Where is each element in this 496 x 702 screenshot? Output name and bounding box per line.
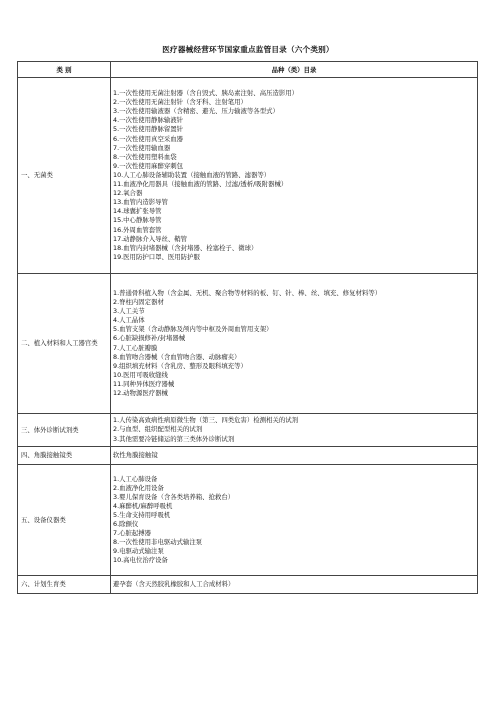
list-item: 13.血管内造影导管 [113, 198, 168, 207]
list-item: 11.同种异体医疗器械 [113, 379, 175, 388]
items-cell [111, 465, 478, 576]
header-category: 类 别 [18, 62, 111, 78]
category-cell: 一、无菌类 [18, 78, 111, 274]
items-cell [111, 414, 478, 447]
list-item: 2.脊柱内固定器材 [113, 298, 164, 307]
list-item: 2.与血型、组织配型相关的试剂 [113, 425, 203, 434]
list-item: 10.人工心肺设备辅助装置（接触血液的管路、滤器等） [113, 170, 271, 179]
list-item: 8.一次性使用非电驱动式输注泵 [113, 538, 203, 547]
list-item: 17.动静脉介入导丝、鞘管 [113, 234, 188, 243]
list-item: 1.人传染高致病性病原微生物（第三、四类危害）检测相关的试剂 [113, 416, 299, 425]
table-row [18, 78, 478, 274]
list-item: 7.一次性使用输血器 [113, 143, 171, 152]
items-cell [111, 78, 478, 274]
category-cell: 三、体外诊断试剂类 [18, 414, 111, 447]
list-item: 9.组织填充材料（含乳房、整形及眼科填充等） [113, 361, 247, 370]
list-item: 9.电驱动式输注泵 [113, 547, 164, 556]
items-cell: 避孕套（含天然胶乳橡胶和人工合成材料） [111, 576, 478, 594]
list-item: 10.高电位治疗设备 [113, 556, 168, 565]
list-item: 6.除颤仪 [113, 520, 139, 528]
table-row [18, 576, 478, 594]
list-item: 9.一次性使用麻醉穿刺包 [113, 161, 184, 170]
table-header-row [18, 62, 478, 78]
list-item: 6.心脏缺损修补/封堵器械 [113, 334, 186, 343]
list-item: 3.婴儿保育设备（含各类培养箱、抢救台） [113, 492, 235, 501]
list-item: 1.一次性使用无菌注射器（含自毁式、胰岛素注射、高压造影用） [113, 89, 299, 98]
category-cell: 二、植入材料和人工器官类 [18, 274, 111, 414]
header-items: 品种（类）目录 [111, 62, 478, 78]
list-item: 5.一次性使用静脉留置针 [113, 125, 184, 134]
list-item: 5.生命支持用呼吸机 [113, 510, 171, 519]
category-cell: 五、设备仪器类 [18, 465, 111, 576]
list-item: 4.人工晶体 [113, 316, 145, 325]
table-row [18, 447, 478, 465]
list-item: 2.血液净化用设备 [113, 483, 164, 492]
list-item: 12.动物源医疗器械 [113, 388, 168, 397]
list-item: 4.麻醉机/麻醉呼吸机 [113, 501, 173, 510]
list-item: 4.一次性使用静脉输液针 [113, 116, 184, 125]
list-item: 16.外周血管套管 [113, 225, 162, 234]
category-cell: 六、计划生育类 [18, 576, 111, 594]
list-item: 1.普通骨科植入物（含金属、无机、聚合物等材料的板、钉、针、棒、丝、填充、修复材料等） [113, 288, 382, 297]
list-item: 1.人工心肺设备 [113, 474, 158, 483]
list-item: 3.其他需要冷链储运的第三类体外诊断试剂 [113, 434, 235, 443]
table-row [18, 414, 478, 447]
table-row [18, 274, 478, 414]
list-item: 11.血液净化用器具（接触血液的管路、过滤/透析/吸附器械） [113, 180, 288, 189]
list-item: 8.一次性使用塑料血袋 [113, 152, 177, 161]
table-row [18, 465, 478, 576]
list-item: 3.一次性使用输液器（含精密、避光、压力输液等各型式） [113, 107, 279, 116]
list-item: 19.医用防护口罩、医用防护服 [113, 252, 200, 261]
list-item: 12.氧合器 [113, 189, 143, 198]
list-item: 8.血管吻合器械（含血管吻合器、动脉瘤夹） [113, 352, 241, 361]
catalog-table [17, 61, 478, 594]
page-title: 医疗器械经营环节国家重点监管目录（六个类别） [162, 45, 334, 54]
items-cell: 软性角膜接触镜 [111, 447, 478, 465]
list-item: 14.球囊扩张导管 [113, 207, 162, 216]
list-item: 7.心脏起搏器 [113, 529, 152, 538]
list-item: 15.中心静脉导管 [113, 216, 162, 225]
list-item: 2.一次性使用无菌注射针（含牙科、注射笔用） [113, 98, 247, 107]
list-item: 6.一次性使用真空采血器 [113, 134, 184, 143]
items-cell [111, 274, 478, 414]
list-item: 5.血管支架（含动静脉及颅内等中枢及外周血管用支架） [113, 325, 273, 334]
category-cell: 四、角膜接触镜类 [18, 447, 111, 465]
list-item: 7.人工心脏瓣膜 [113, 343, 158, 352]
list-item: 3.人工关节 [113, 307, 145, 316]
list-item: 10.医用可吸收缝线 [113, 370, 168, 379]
list-item: 18.血管内封堵器械（含封堵器、栓塞栓子、微球） [113, 243, 258, 252]
